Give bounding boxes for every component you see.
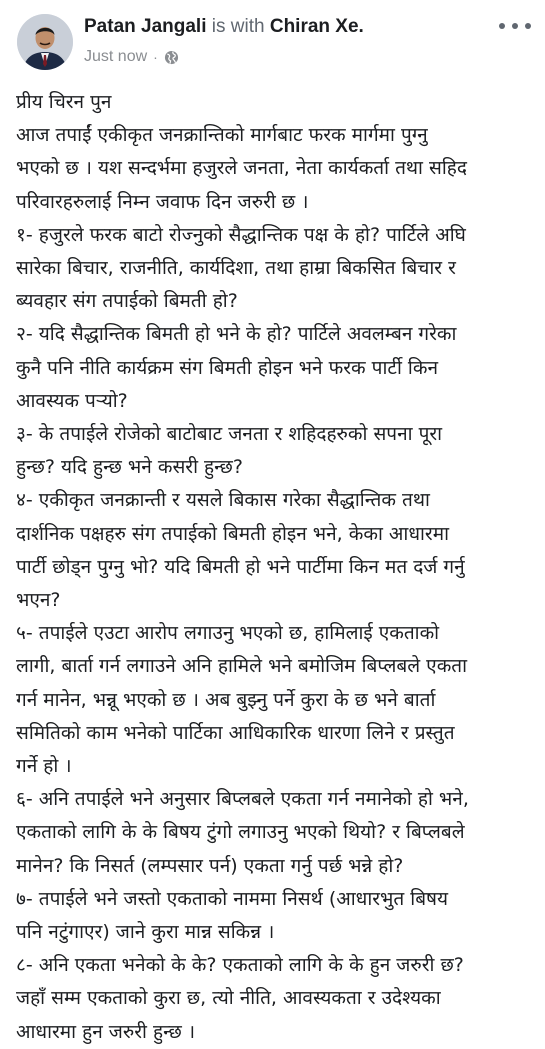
post-line: १- हजुरले फरक बाटो रोज्नुको सैद्धान्तिक पक्ष के हो? पार्टिले अघि: [16, 223, 466, 246]
with-text: is with: [211, 16, 265, 37]
post-line: आधारमा हुन जरुरी हुन्छ ।: [16, 1020, 196, 1043]
post-text: [16, 86, 531, 1049]
avatar-photo-icon: [17, 14, 73, 70]
more-horizontal-icon: [499, 23, 505, 29]
post-line: ब्यवहार संग तपाईको बिमती हो?: [16, 290, 238, 313]
post-line: ७- तपाईले भने जस्तो एकताको नाममा निसर्थ (आधारभुत बिषय: [16, 887, 449, 910]
post-line: दार्शनिक पक्षहरु संग तपाईको बिमती होइन भने, केका आधारमा: [16, 522, 449, 545]
post-author-line: [84, 14, 485, 40]
post-line: आज तपाईं एकीकृत जनक्रान्तिको मार्गबाट फरक मार्गमा पुग्नु: [16, 124, 428, 147]
post-line: मानेन? कि निसर्त (लम्पसार पर्न) एकता गर्नु पर्छ भन्ने हो?: [16, 854, 404, 877]
tagged-friend-link[interactable]: Chiran Xe.: [269, 16, 364, 37]
author-name-link[interactable]: Patan Jangali: [84, 16, 207, 37]
post-line: कुनै पनि नीति कार्यक्रम संग बिमती होइन भने फरक पार्टी किन: [16, 356, 438, 379]
post-line: पनि नटुंगाएर) जाने कुरा मान्न सकिन्न ।: [16, 921, 275, 944]
post-line: सारेका बिचार, राजनीति, कार्यदिशा, तथा हाम्रा बिकसित बिचार र: [16, 257, 456, 280]
post-line: गर्ने हो ।: [16, 755, 72, 778]
post-line: ५- तपाईले एउटा आरोप लगाउनु भएको छ, हामिलाई एकताको: [16, 622, 440, 645]
more-horizontal-icon: [512, 23, 518, 29]
post-line: गर्न मानेन, भन्नू भएको छ । अब बुझ्नु पर्ने कुरा के छ भने बार्ता: [16, 688, 436, 711]
globe-icon[interactable]: [164, 50, 179, 65]
post-line: ४- एकीकृत जनक्रान्ती र यसले बिकास गरेका सैद्धान्तिक तथा: [16, 489, 430, 512]
post-line: लागी, बार्ता गर्न लगाउने अनि हामिले भने बमोजिम बिप्लबले एकता: [16, 655, 468, 678]
post-meta: [84, 46, 179, 68]
author-avatar[interactable]: [17, 14, 73, 70]
post-timestamp[interactable]: Just now: [84, 48, 148, 65]
post-line: ६- अनि तपाईले भने अनुसार बिप्लबले एकता गर्न नमानेको हो भने,: [16, 788, 469, 811]
more-options-button[interactable]: [499, 16, 531, 36]
more-horizontal-icon: [525, 23, 531, 29]
post-line: ८- अनि एकता भनेको के के? एकताको लागि के के हुन जरुरी छ?: [16, 954, 464, 977]
post-line: जहाँ सम्म एकताको कुरा छ, त्यो नीति, आवस्यकता र उदेश्यका: [16, 987, 441, 1010]
post-line: भएन?: [16, 589, 61, 612]
meta-separator: ·: [153, 49, 158, 65]
post-line: परिवारहरुलाई निम्न जवाफ दिन जरुरी छ ।: [16, 190, 309, 213]
post-line: भएको छ । यश सन्दर्भमा हजुरले जनता, नेता कार्यकर्ता तथा सहिद: [16, 157, 467, 180]
post-line: समितिको काम भनेको पार्टिका आधिकारिक धारणा लिने र प्रस्तुत: [16, 721, 455, 744]
post-line: २- यदि सैद्धान्तिक बिमती हो भने के हो? पार्टिले अवलम्बन गरेका: [16, 323, 457, 346]
post-line: हुन्छ? यदि हुन्छ भने कसरी हुन्छ?: [16, 456, 243, 479]
post-header: [0, 0, 545, 78]
post-line: ३- के तपाईले रोजेको बाटोबाट जनता र शहिदहरुको सपना पूरा: [16, 423, 443, 446]
post-line: एकताको लागि के के बिषय टुंगो लगाउनु भएको थियो? र बिप्लबले: [16, 821, 465, 844]
post-line: प्रीय चिरन पुन: [16, 91, 112, 113]
post-line: आवस्यक पऱ्यो?: [16, 389, 128, 412]
post-line: पार्टी छोड्न पुग्नु भो? यदि बिमती हो भने पार्टीमा किन मत दर्ज गर्नु: [16, 555, 465, 578]
